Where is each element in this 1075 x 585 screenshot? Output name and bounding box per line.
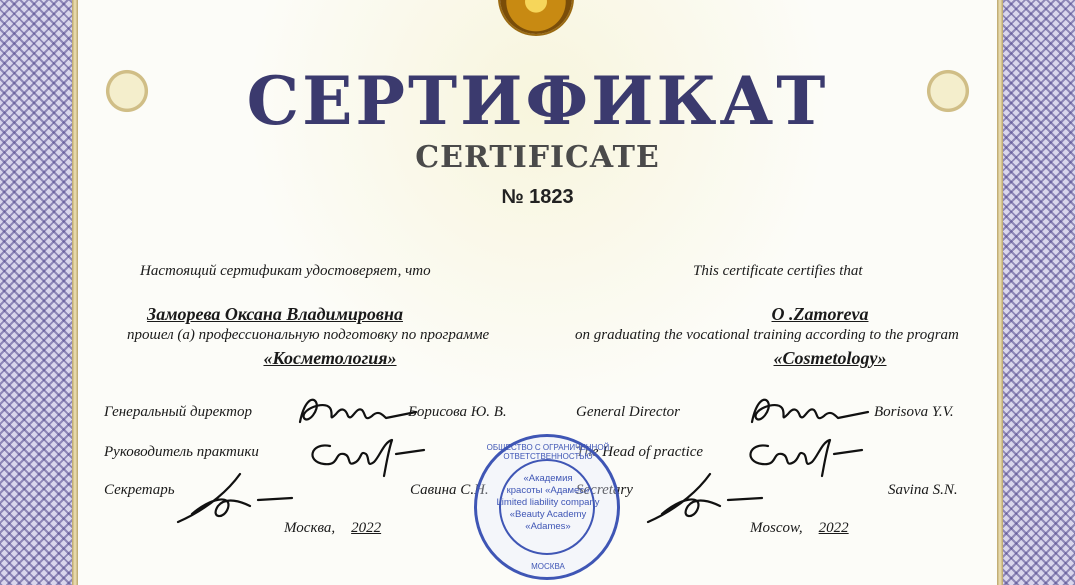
program-name-en: «Cosmetology» [773,348,887,368]
stamp-text [477,473,619,533]
director-signature-en [742,392,872,432]
director-signature-ru [290,392,420,432]
certificate-subtitle: CERTIFICATE [415,140,660,175]
certifies-text-en: This certificate certifies that [693,263,863,279]
completed-text-ru: прошел (а) профессиональную подготовку по программе [127,327,490,343]
certificate-number: № 1823 [501,186,574,208]
certificate-title: СЕРТИФИКАТ [246,62,829,140]
company-stamp [474,434,620,580]
stamp-ring-bottom: МОСКВА [531,562,565,571]
stamp-ring-top: ОБЩЕСТВО С ОГРАНИЧЕННОЙ ОТВЕТСТВЕННОСТЬЮ [486,443,610,461]
director-role-ru: Генеральный директор [104,404,252,420]
year-ru: 2022 [351,520,382,536]
completed-text-en: on graduating the vocational training according to the program [575,327,959,343]
city-en: Moscow, [750,520,803,536]
secretary-role-en: Secretary [576,482,633,498]
stamp-line: «Adames» [525,521,571,532]
secretary-role-ru: Секретарь [104,482,175,498]
secretary-signature-en [640,468,770,528]
city-ru: Москва, [284,520,336,536]
secretary-name-en: Savina S.N. [888,482,958,498]
stamp-line: «Академия [523,473,573,484]
stamp-line: «Beauty Academy [509,509,587,520]
year-en: 2022 [818,520,849,536]
certifies-text-ru: Настоящий сертификат удостоверяет, что [140,263,431,279]
stamp-line: красоты «Адамес» [506,485,590,496]
secretary-name-ru: Савина С.Н. [410,482,489,498]
head-role-en: The Head of practice [576,444,704,460]
stamp-line: Limited liability company [496,497,600,508]
head-signature-ru [300,432,430,480]
head-role-ru: Руководитель практики [104,444,259,460]
secretary-signature-ru [170,468,300,528]
director-name-ru: Борисова Ю. В. [408,404,507,420]
director-name-en: Borisova Y.V. [874,404,954,420]
recipient-name-en: O .Zamoreva [771,304,869,324]
recipient-name-ru: Заморева Оксана Владимировна [147,304,403,324]
program-name-ru: «Косметология» [263,348,397,368]
director-role-en: General Director [576,404,681,420]
